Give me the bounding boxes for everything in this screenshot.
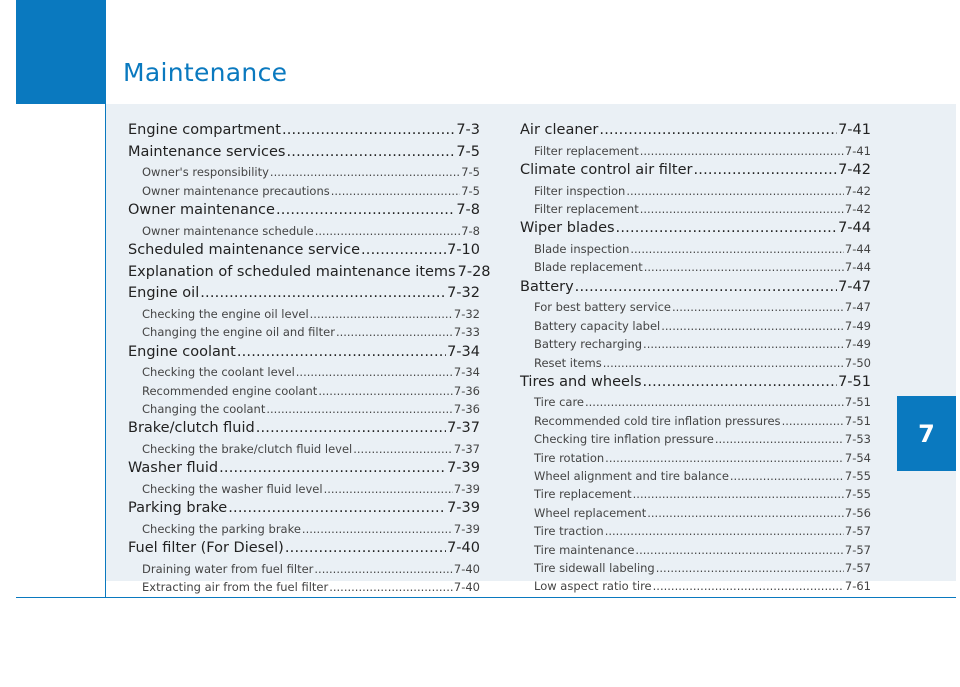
- toc-entry[interactable]: [520, 449, 871, 467]
- toc-entry[interactable]: [520, 200, 871, 218]
- toc-entry-label: Reset items: [534, 355, 602, 370]
- dot-leader: [296, 363, 453, 381]
- toc-entry-label: Extracting air from the fuel filter: [142, 580, 329, 595]
- dot-leader: [266, 400, 453, 418]
- toc-entry-page: 7-39: [447, 460, 480, 477]
- toc-entry[interactable]: [128, 498, 480, 520]
- toc-entry-page: 7-51: [838, 373, 871, 390]
- dot-leader: [672, 298, 844, 316]
- dot-leader: [603, 354, 844, 372]
- toc-entry[interactable]: [128, 382, 480, 400]
- toc-entry-page: 7-40: [453, 561, 480, 576]
- toc-entry-label: Maintenance services: [128, 143, 286, 160]
- toc-entry-page: 7-32: [447, 285, 480, 302]
- toc-entry[interactable]: [128, 440, 480, 458]
- toc-entry[interactable]: [128, 323, 480, 341]
- toc-entry-label: Tire care: [534, 395, 584, 410]
- toc-entry[interactable]: [128, 163, 480, 181]
- toc-entry[interactable]: [128, 538, 480, 560]
- toc-entry-page: 7-3: [456, 122, 480, 138]
- toc-entry[interactable]: [128, 120, 480, 142]
- toc-entry-page: 7-41: [838, 122, 871, 138]
- toc-entry[interactable]: [520, 354, 871, 372]
- toc-entry[interactable]: [520, 412, 871, 430]
- dot-leader: [228, 498, 446, 520]
- toc-entry-page: 7-53: [844, 432, 871, 447]
- page-title: Maintenance: [123, 58, 288, 87]
- header-color-block: [16, 0, 106, 104]
- chapter-tab[interactable]: [897, 396, 956, 471]
- toc-entry[interactable]: [520, 541, 871, 559]
- dot-leader: [715, 430, 844, 448]
- toc-entry-label: Tire replacement: [534, 487, 632, 502]
- dot-leader: [585, 393, 844, 411]
- toc-entry[interactable]: [520, 298, 871, 316]
- toc-entry[interactable]: [128, 142, 480, 164]
- toc-entry-label: Owner maintenance schedule: [142, 223, 314, 238]
- toc-entry-page: 7-37: [453, 441, 480, 456]
- toc-entry-page: 7-61: [844, 579, 871, 594]
- toc-entry-page: 7-40: [447, 540, 480, 557]
- toc-entry[interactable]: [520, 393, 871, 411]
- toc-entry-page: 7-40: [453, 580, 480, 595]
- dot-leader: [640, 200, 844, 218]
- toc-entry-page: 7-8: [456, 201, 480, 218]
- toc-entry-page: 7-57: [844, 561, 871, 575]
- toc-entry[interactable]: [520, 142, 871, 160]
- toc-column-right: [520, 120, 871, 596]
- toc-entry-label: Changing the coolant: [142, 401, 266, 416]
- dot-leader: [643, 335, 844, 353]
- dot-leader: [630, 240, 844, 258]
- dot-leader: [318, 382, 453, 400]
- dot-leader: [644, 258, 844, 276]
- dot-leader: [314, 560, 452, 578]
- toc-entry-page: 7-5: [461, 183, 480, 198]
- toc-entry-label: Blade replacement: [534, 260, 643, 275]
- dot-leader: [310, 305, 453, 323]
- toc-entry-page: 7-42: [844, 183, 871, 198]
- toc-entry[interactable]: [520, 372, 871, 394]
- toc-entry-page: 7-55: [844, 487, 871, 502]
- toc-entry[interactable]: [520, 335, 871, 353]
- toc-entry-label: Checking tire inflation pressure: [534, 432, 714, 447]
- toc-entry-label: Draining water from fuel filter: [142, 561, 314, 576]
- dot-leader: [661, 317, 844, 335]
- toc-entry-page: 7-44: [838, 220, 871, 237]
- toc-entry-label: Tire sidewall labeling: [534, 561, 655, 575]
- toc-entry-page: 7-28: [457, 263, 491, 280]
- toc-entry-page: 7-51: [844, 413, 871, 428]
- toc-entry-page: 7-51: [844, 395, 871, 410]
- toc-entry-label: For best battery service: [534, 300, 671, 315]
- dot-leader: [694, 160, 838, 182]
- toc-entry[interactable]: [128, 560, 480, 578]
- toc-entry-label: Owner maintenance precautions: [142, 183, 330, 198]
- toc-entry[interactable]: [520, 577, 871, 595]
- dot-leader: [626, 182, 844, 200]
- toc-entry[interactable]: [128, 200, 480, 222]
- dot-leader: [616, 218, 838, 240]
- toc-entry-label: Engine coolant: [128, 343, 236, 360]
- dot-leader: [200, 283, 446, 305]
- toc-entry-page: 7-39: [447, 500, 480, 517]
- dot-leader: [635, 541, 843, 559]
- toc-entry-label: Engine oil: [128, 285, 200, 302]
- toc-entry-page: 7-50: [844, 355, 871, 370]
- toc-entry-label: Owner maintenance: [128, 201, 275, 218]
- toc-entry-label: Brake/clutch fluid: [128, 420, 255, 437]
- toc-entry-label: Fuel filter (For Diesel): [128, 540, 284, 557]
- toc-entry-page: 7-57: [844, 542, 871, 557]
- toc-entry[interactable]: [128, 342, 480, 364]
- toc-entry-page: 7-34: [447, 343, 480, 360]
- toc-entry-label: Battery recharging: [534, 337, 643, 352]
- toc-entry[interactable]: [520, 182, 871, 200]
- toc-entry[interactable]: [128, 418, 480, 440]
- toc-entry-label: Checking the washer fluid level: [142, 481, 323, 496]
- toc-entry-label: Wiper blades: [520, 220, 615, 237]
- chapter-number: 7: [918, 419, 935, 448]
- bottom-divider: [16, 597, 956, 598]
- toc-entry-label: Filter inspection: [534, 183, 626, 198]
- toc-entry[interactable]: [520, 467, 871, 485]
- toc-entry-page: 7-47: [838, 278, 871, 295]
- dot-leader: [605, 522, 844, 540]
- toc-entry[interactable]: [128, 182, 480, 200]
- dot-leader: [315, 222, 460, 240]
- dot-leader: [282, 120, 455, 142]
- toc-entry-label: Tires and wheels: [520, 373, 642, 390]
- dot-leader: [643, 372, 838, 394]
- toc-entry-label: Checking the coolant level: [142, 365, 295, 380]
- dot-leader: [286, 142, 455, 164]
- toc-entry-page: 7-54: [844, 450, 871, 465]
- dot-leader: [653, 577, 844, 595]
- dot-leader: [647, 504, 844, 522]
- toc-entry-page: 7-41: [844, 143, 871, 158]
- toc-entry[interactable]: [520, 559, 871, 577]
- toc-entry-page: 7-44: [844, 241, 871, 256]
- toc-entry-label: Wheel alignment and tire balance: [534, 469, 729, 484]
- dot-leader: [219, 458, 446, 480]
- toc-entry-page: 7-33: [453, 325, 480, 340]
- dot-leader: [302, 520, 453, 538]
- toc-entry-label: Battery: [520, 278, 574, 295]
- toc-entry[interactable]: [128, 305, 480, 323]
- toc-entry-label: Recommended engine coolant: [142, 383, 318, 398]
- toc-entry-label: Engine compartment: [128, 122, 281, 138]
- toc-entry-label: Explanation of scheduled maintenance items: [128, 263, 456, 280]
- toc-entry-page: 7-36: [453, 383, 480, 398]
- toc-entry-label: Washer fluid: [128, 460, 219, 477]
- toc-entry[interactable]: [520, 258, 871, 276]
- toc-entry-page: 7-42: [844, 201, 871, 216]
- toc-entry[interactable]: [520, 485, 871, 503]
- toc-entry[interactable]: [520, 430, 871, 448]
- dot-leader: [324, 480, 453, 498]
- toc-entry[interactable]: [520, 218, 871, 240]
- toc-entry-label: Tire rotation: [534, 450, 605, 465]
- toc-entry-page: 7-32: [453, 306, 480, 321]
- toc-entry[interactable]: [520, 317, 871, 335]
- toc-entry[interactable]: [128, 262, 491, 284]
- toc-entry-page: 7-34: [453, 365, 480, 380]
- dot-leader: [656, 559, 844, 577]
- toc-entry-page: 7-5: [461, 165, 480, 180]
- toc-entry-label: Climate control air filter: [520, 161, 693, 178]
- toc-entry-page: 7-42: [838, 161, 871, 178]
- toc-entry-page: 7-49: [844, 318, 871, 333]
- dot-leader: [640, 142, 844, 160]
- dot-leader: [353, 440, 453, 458]
- toc-entry-label: Battery capacity label: [534, 318, 661, 333]
- toc-entry-label: Checking the engine oil level: [142, 306, 309, 321]
- dot-leader: [256, 418, 446, 440]
- toc-entry-label: Wheel replacement: [534, 505, 647, 520]
- dot-leader: [285, 538, 446, 560]
- dot-leader: [331, 182, 460, 200]
- dot-leader: [361, 240, 446, 262]
- toc-entry[interactable]: [128, 520, 480, 538]
- dot-leader: [605, 449, 844, 467]
- toc-entry[interactable]: [520, 504, 871, 522]
- toc-column-left: [128, 120, 491, 597]
- dot-leader: [599, 120, 837, 142]
- toc-entry-page: 7-57: [844, 524, 871, 539]
- toc-entry-label: Owner's responsibility: [142, 165, 269, 180]
- toc-entry[interactable]: [520, 522, 871, 540]
- toc-entry-label: Parking brake: [128, 500, 228, 517]
- toc-entry[interactable]: [128, 458, 480, 480]
- toc-entry[interactable]: [128, 363, 480, 381]
- toc-entry-page: 7-39: [453, 521, 480, 536]
- toc-entry-page: 7-55: [844, 469, 871, 484]
- toc-entry[interactable]: [128, 400, 480, 418]
- toc-entry-label: Scheduled maintenance service: [128, 241, 360, 258]
- toc-entry[interactable]: [128, 480, 480, 498]
- toc-entry[interactable]: [128, 222, 480, 240]
- toc-entry-label: Recommended cold tire inflation pressures: [534, 413, 781, 428]
- dot-leader: [633, 485, 844, 503]
- toc-entry-label: Air cleaner: [520, 122, 599, 138]
- toc-entry-page: 7-44: [844, 260, 871, 275]
- dot-leader: [336, 323, 453, 341]
- toc-entry-label: Checking the parking brake: [142, 521, 301, 536]
- dot-leader: [270, 163, 460, 181]
- toc-entry[interactable]: [128, 578, 480, 596]
- toc-entry-label: Blade inspection: [534, 241, 630, 256]
- toc-entry[interactable]: [520, 120, 871, 142]
- toc-entry-page: 7-49: [844, 337, 871, 352]
- toc-entry-label: Low aspect ratio tire: [534, 579, 652, 594]
- toc-entry-page: 7-10: [447, 241, 480, 258]
- dot-leader: [730, 467, 844, 485]
- toc-entry-page: 7-47: [844, 300, 871, 315]
- toc-entry-label: Filter replacement: [534, 143, 639, 158]
- toc-entry[interactable]: [128, 283, 480, 305]
- toc-entry-label: Changing the engine oil and filter: [142, 325, 335, 340]
- toc-entry-page: 7-36: [453, 401, 480, 416]
- toc-entry[interactable]: [520, 277, 871, 299]
- toc-entry-page: 7-5: [456, 143, 480, 160]
- toc-entry-label: Tire traction: [534, 524, 604, 539]
- toc-entry-page: 7-8: [461, 223, 480, 238]
- toc-entry-label: Filter replacement: [534, 201, 639, 216]
- dot-leader: [276, 200, 455, 222]
- toc-entry[interactable]: [128, 240, 480, 262]
- toc-entry-page: 7-39: [453, 481, 480, 496]
- toc-entry-page: 7-56: [844, 505, 871, 520]
- toc-entry-page: 7-37: [447, 420, 480, 437]
- toc-entry-label: Checking the brake/clutch fluid level: [142, 441, 353, 456]
- dot-leader: [575, 277, 837, 299]
- dot-leader: [782, 412, 844, 430]
- toc-entry[interactable]: [520, 240, 871, 258]
- dot-leader: [237, 342, 446, 364]
- toc-entry[interactable]: [520, 160, 871, 182]
- toc-entry-label: Tire maintenance: [534, 542, 635, 557]
- dot-leader: [329, 578, 453, 596]
